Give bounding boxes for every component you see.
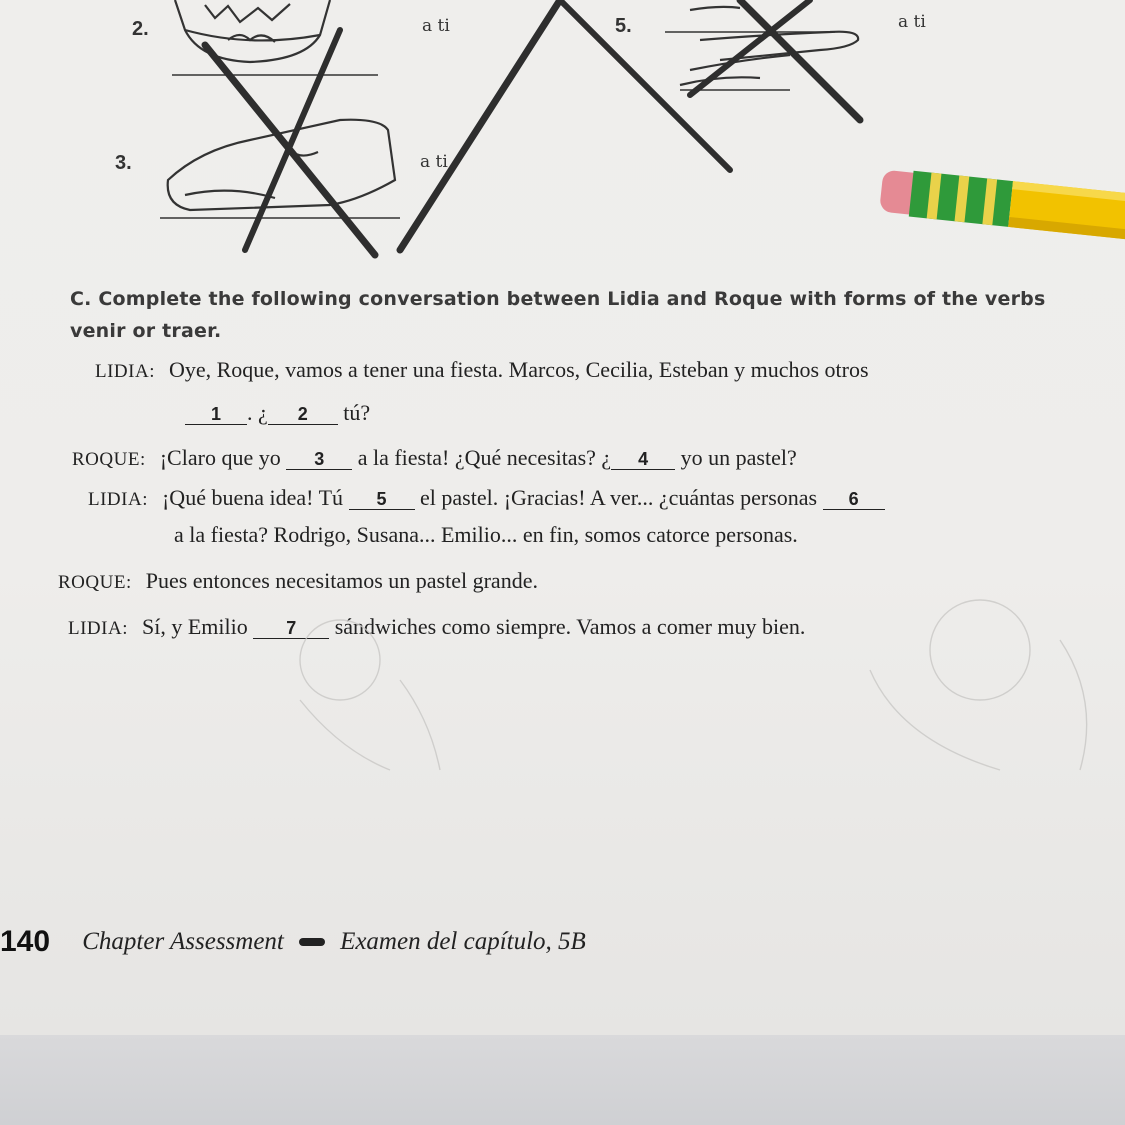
line-text: sándwiches como siempre. Vamos a comer muy bien.: [334, 614, 806, 639]
dialogue-line-1: [95, 357, 869, 383]
footer-separator-icon: [299, 938, 325, 946]
line-text: a la fiesta! ¿Qué necesitas? ¿: [357, 445, 612, 470]
speaker-label: ROQUE:: [72, 449, 146, 470]
line-text: tú?: [343, 400, 371, 425]
answer-blank-1[interactable]: 1: [185, 404, 247, 425]
line-text: yo un pastel?: [680, 445, 797, 470]
line-text: el pastel. ¡Gracias! A ver... ¿cuántas personas: [420, 485, 818, 510]
answer-blank-6[interactable]: 6: [823, 489, 885, 510]
page-footer: [0, 925, 586, 959]
item-number-2: 2.: [132, 18, 149, 40]
page-number: 140: [0, 925, 51, 958]
answer-blank-5[interactable]: 5: [349, 489, 415, 510]
pencil: [880, 165, 1125, 255]
section-c-instructions: C. Complete the following conversation between Lidia and Roque with forms of the verbs venir or traer.: [70, 288, 1046, 342]
footer-left-title: Chapter Assessment: [82, 928, 284, 955]
speaker-label: LIDIA:: [88, 489, 148, 510]
line-text: Pues entonces necesitamos un pastel grande.: [145, 568, 538, 593]
line-text: a la fiesta? Rodrigo, Susana... Emilio... en fin, somos catorce personas.: [174, 522, 798, 547]
speaker-label: ROQUE:: [58, 572, 132, 593]
utensil-drawing: [680, 7, 858, 85]
answer-blank-2[interactable]: 2: [268, 404, 338, 425]
pot-drawing: [175, 0, 330, 62]
line-text: Oye, Roque, vamos a tener una fiesta. Marcos, Cecilia, Esteban y muchos otros: [168, 357, 869, 382]
bleed-through-art: [0, 520, 1125, 780]
line-text: . ¿: [247, 400, 268, 425]
speaker-label: LIDIA:: [95, 361, 155, 382]
item-3-label: a ti: [420, 152, 448, 172]
item-number-3: 3.: [115, 152, 132, 174]
answer-blank-7[interactable]: 7: [253, 618, 329, 639]
line-text: ¡Qué buena idea! Tú: [161, 485, 344, 510]
footer-right-title: Examen del capítulo, 5B: [340, 928, 586, 955]
item-number-5: 5.: [615, 15, 632, 37]
line-text: Sí, y Emilio: [141, 614, 248, 639]
answer-blank-3[interactable]: 3: [286, 449, 352, 470]
dialogue-line-2: [185, 400, 370, 426]
item-2-label: a ti: [422, 16, 450, 36]
answer-blank-4[interactable]: 4: [611, 449, 675, 470]
speaker-label: LIDIA:: [68, 618, 128, 639]
desk-surface: [0, 1035, 1125, 1125]
line-text: ¡Claro que yo: [159, 445, 281, 470]
dialogue-line-3: [72, 445, 797, 471]
item-5-label: a ti: [898, 12, 926, 32]
dialogue-line-4: [88, 485, 885, 511]
